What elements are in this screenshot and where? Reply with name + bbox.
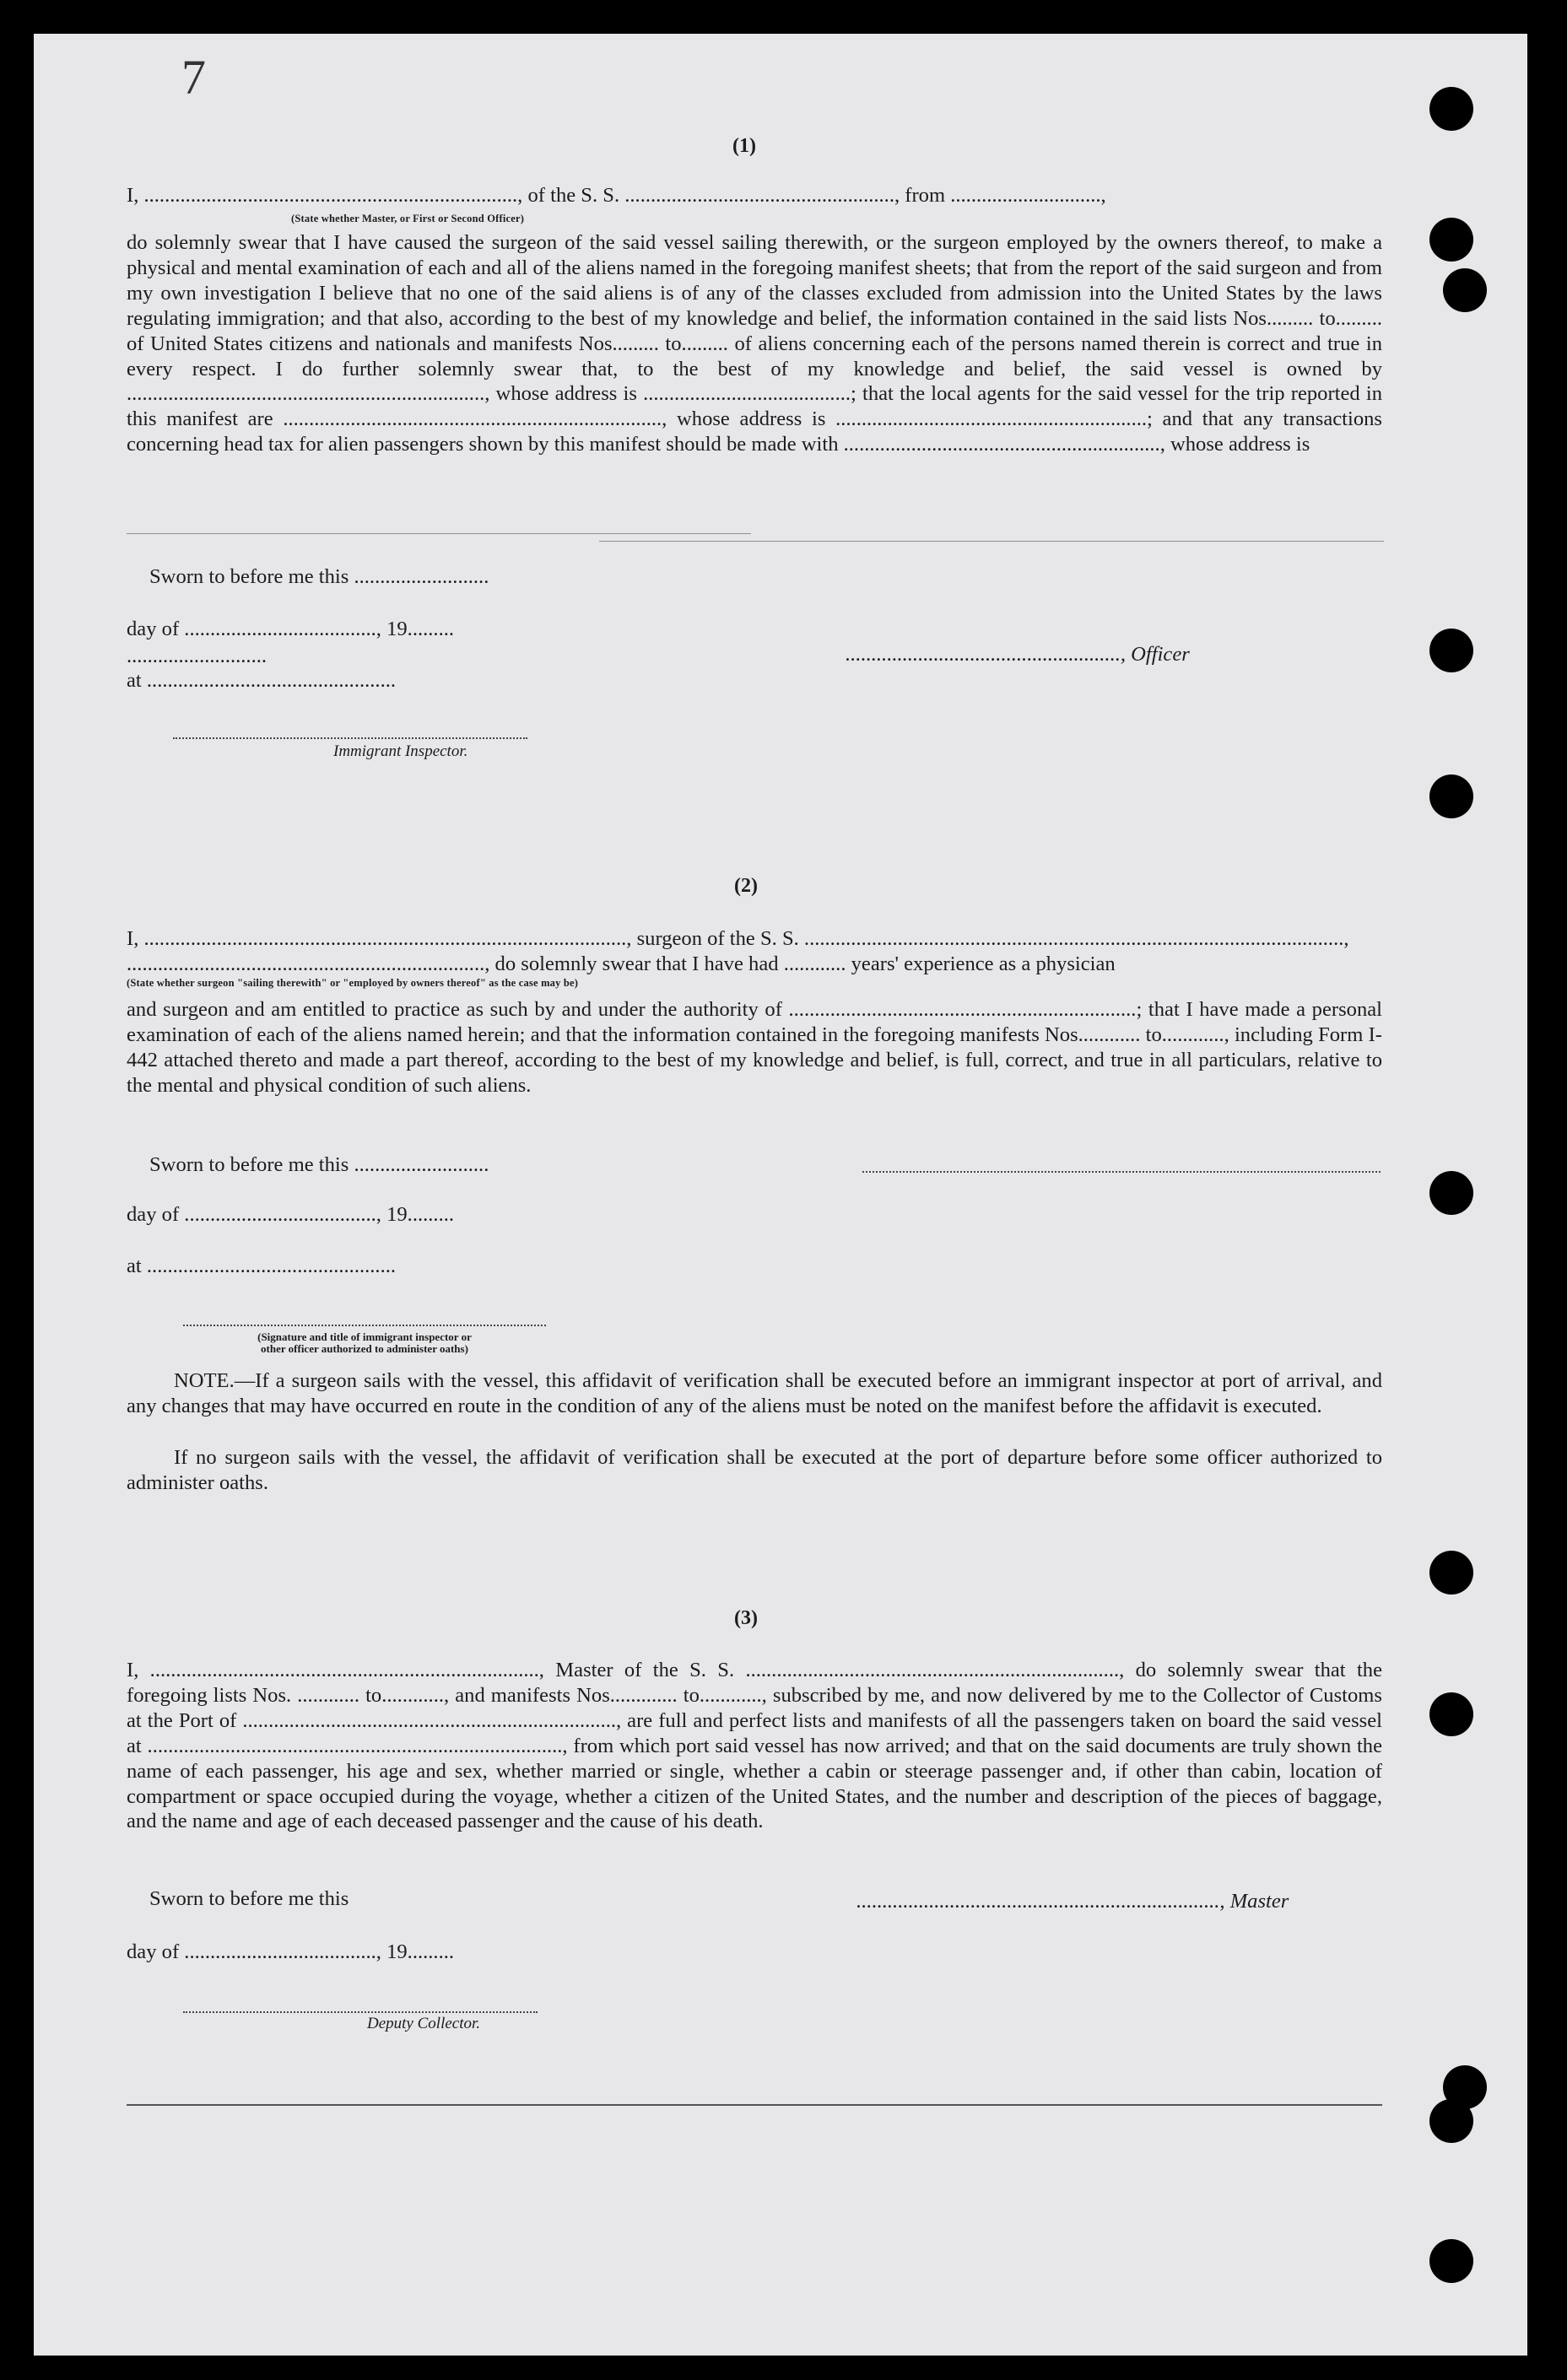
handwritten-page-mark: 7	[181, 50, 206, 105]
bleed-through-rule	[127, 533, 751, 534]
section-1-officer-signature: ....................................................., Officer	[846, 643, 1190, 666]
section-1-blank-line: ...........................	[127, 645, 267, 667]
section-2-signature-caption	[183, 1331, 546, 1355]
section-3-sworn-line: Sworn to before me this	[149, 1887, 349, 1910]
section-3-number: (3)	[734, 1607, 758, 1629]
section-1-number: (1)	[732, 135, 756, 157]
binder-hole	[1429, 2099, 1473, 2143]
section-2-signature-caption-line1: (Signature and title of immigrant inspector or	[257, 1330, 472, 1343]
section-1-at-line: at ................................................	[127, 669, 397, 692]
binder-hole	[1429, 218, 1473, 262]
binder-hole	[1429, 774, 1473, 818]
section-2-note-2: If no surgeon sails with the vessel, the affidavit of verification shall be executed at the port of departure before some officer authorized to administer oaths.	[127, 1446, 1382, 1494]
section-1-body: do solemnly swear that I have caused the surgeon of the said vessel sailing therewith, or the surgeon employed by the owners thereof, to make a physical and mental examination of each and all of the aliens named in the foregoing manifest sheets; that from the report of the said surgeon and from my own investigation I believe that no one of the said aliens is of any of the classes excluded from admission into the United States by the laws regulating immigration; and that also, according to the best of my knowledge and belief, the information contained in the said lists Nos......... to......... of United States citizens and nationals and manifests Nos......... to......... of aliens concerning each of the persons named therein is correct and true in every respect. I do further solemnly swear that, to the best of my knowledge and belief, the said vessel is owned by ....................................................................., whose address is ........................................; that the local agents for the said vessel for the trip reported in this manifest are ........................................................................., whose address is ............................................................; and that any transactions concerning head tax for alien passengers shown by this manifest should be made with ............................................................., whose address is	[127, 231, 1382, 456]
binder-hole	[1429, 87, 1473, 131]
section-2-caption: (State whether surgeon "sailing therewith" or "employed by owners thereof" as the case may be)	[127, 977, 579, 989]
binder-hole	[1429, 1171, 1473, 1215]
section-2-body: and surgeon and am entitled to practice as such by and under the authority of ...................................................................; that I have made a personal examination of each of the aliens named herein; and that the information contained in the foregoing manifests Nos............ to............, including Form I-442 attached thereto and made a part thereof, according to the best of my knowledge and belief, is full, correct, and true in all particulars, relative to the mental and physical condition of such aliens.	[127, 998, 1382, 1097]
section-2-officer-signature-line	[862, 1171, 1381, 1173]
section-2-number: (2)	[734, 875, 758, 897]
section-3-day-line: day of ....................................., 19.........	[127, 1940, 455, 1963]
section-1-caption: (State whether Master, or First or Second Officer)	[291, 213, 525, 224]
section-2-sworn-line: Sworn to before me this ..........................	[149, 1153, 489, 1176]
section-1-day-line: day of ....................................., 19.........	[127, 618, 455, 640]
binder-hole	[1429, 1551, 1473, 1595]
section-2-line2: ....................................................................., do solemnly swear that I have had ............ years' experience as a physician	[127, 953, 1116, 975]
section-2-note: NOTE.—If a surgeon sails with the vessel, this affidavit of verification shall be executed before an immigrant inspector at port of arrival, and any changes that may have occurred en route in the condition of any of the aliens must be noted on the manifest before the affidavit is executed.	[127, 1369, 1382, 1417]
section-1-inspector-caption: Immigrant Inspector.	[333, 742, 468, 760]
binder-hole	[1429, 629, 1473, 672]
section-2-line1: I, ............................................................................................., surgeon of the S. S. ........................................................................................................,	[127, 927, 1349, 950]
section-1-inspector-signature-line	[173, 737, 527, 739]
section-3-collector-caption: Deputy Collector.	[367, 2015, 481, 2032]
section-3-collector-signature-line	[183, 2011, 538, 2013]
binder-hole	[1429, 1692, 1473, 1736]
bleed-through-text	[181, 133, 189, 159]
section-2-inspector-signature-line	[183, 1325, 546, 1326]
section-3-master-signature: ......................................................................, Master	[856, 1890, 1289, 1913]
binder-hole	[1429, 2239, 1473, 2283]
section-2-day-line: day of ....................................., 19.........	[127, 1203, 455, 1226]
bottom-rule	[127, 2104, 1382, 2106]
section-1-sworn-line: Sworn to before me this ..........................	[149, 565, 489, 588]
section-2-signature-caption-line2: other officer authorized to administer oaths)	[261, 1342, 468, 1355]
bleed-through-rule	[599, 541, 1384, 542]
section-3-body: I, ..........................................................................., Master of the S. S. ........................................................................, do solemnly swear that the foregoing lists Nos. ............ to............, and manifests Nos............. to............, subscribed by me, and now delivered by me to the Collector of Customs at the Port of ........................................................................, are full and perfect lists and manifests of all the passengers taken on board the said vessel at ................................................................................, from which port said vessel has now arrived; and that on the said documents are truly shown the name of each passenger, his age and sex, whether married or single, whether a cabin or steerage passenger and, if other than cabin, location of compartment or space occupied during the voyage, whether a citizen of the United States, and the number and description of the pieces of baggage, and the name and age of each deceased passenger and the cause of his death.	[127, 1659, 1382, 1833]
section-1-line1: I, ........................................................................, of the S. S. ...................................................., from .............................,	[127, 184, 1106, 207]
section-2-at-line: at ................................................	[127, 1255, 397, 1277]
binder-hole	[1443, 268, 1487, 312]
